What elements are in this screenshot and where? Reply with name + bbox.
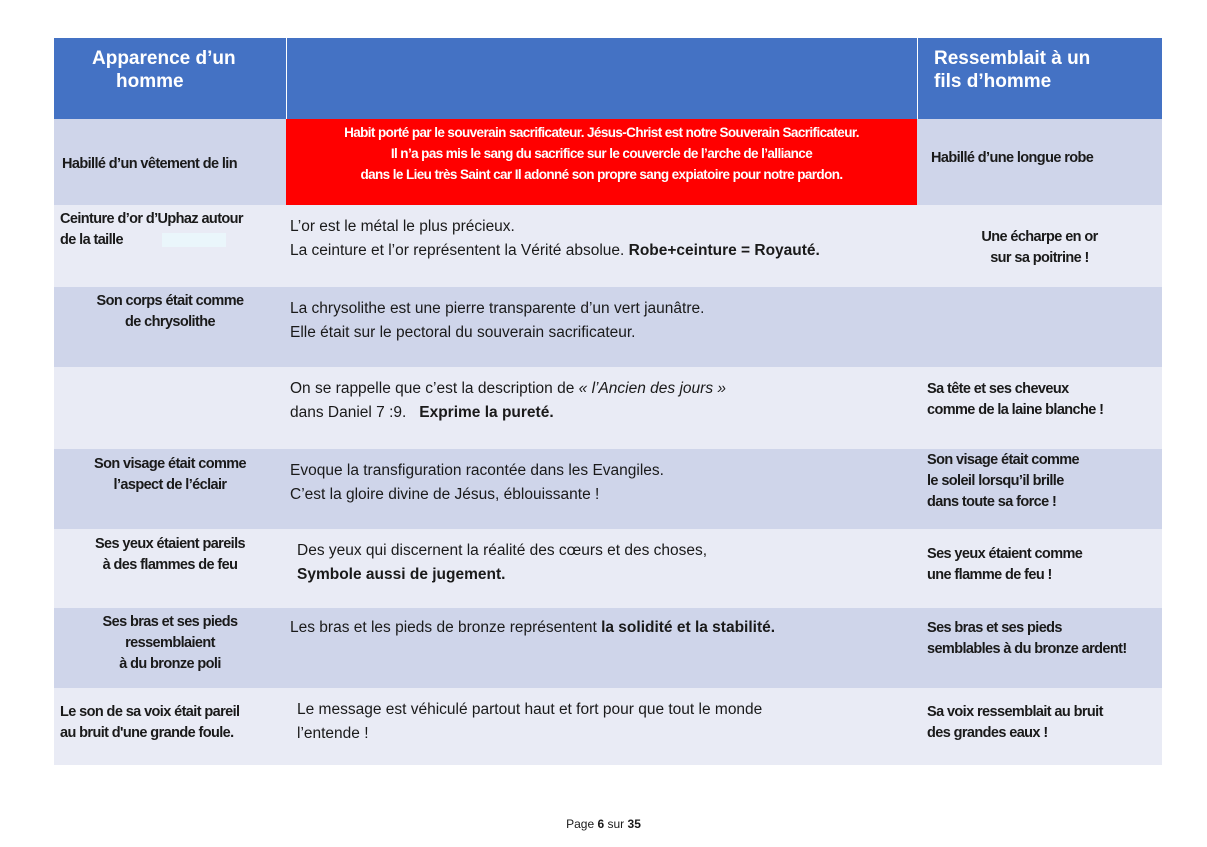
cell-line: Une écharpe en or <box>981 229 1098 245</box>
table-cell-right <box>917 119 1162 205</box>
cell-line: Elle était sur le pectoral du souverain sacrificateur. <box>290 324 636 341</box>
cell-line: Son corps était comme <box>96 293 244 309</box>
cell-text: dans Daniel 7 :9. <box>290 404 407 421</box>
cell-line: une flamme de feu ! <box>927 567 1052 583</box>
cell-line: Ses bras et ses pieds <box>102 614 238 630</box>
cell-bold-text: Exprime la pureté. <box>419 404 554 421</box>
table-cell-left <box>54 287 286 367</box>
footer-page-total: 35 <box>627 817 641 831</box>
cell-line: ressemblaient <box>125 635 215 651</box>
footer-page-number: 6 <box>597 817 605 831</box>
highlight-box <box>162 233 226 247</box>
cell-line: Le son de sa voix était pareil <box>60 704 240 720</box>
cell-italic-text: « l’Ancien des jours » <box>578 380 726 397</box>
cell-line: Il n’a pas mis le sang du sacrifice sur le couvercle de l’arche de l’alliance <box>390 146 813 161</box>
cell-line: l’aspect de l’éclair <box>113 477 227 493</box>
cell-line: dans toute sa force ! <box>927 494 1057 510</box>
cell-line: de la taille <box>60 232 123 248</box>
table-cell-middle <box>286 688 917 765</box>
table-cell-middle <box>286 205 917 287</box>
cell-line: Habillé d’une longue robe <box>931 150 1094 166</box>
cell-text: La ceinture et l’or représentent la Vérité absolue. <box>290 242 625 259</box>
table-cell-right <box>917 688 1162 765</box>
cell-line: Habillé d’un vêtement de lin <box>62 156 237 172</box>
cell-line: Sa voix ressemblait au bruit <box>927 704 1103 720</box>
cell-line: à des flammes de feu <box>102 557 238 573</box>
table-cell-right <box>917 608 1162 688</box>
table-cell-left <box>54 449 286 529</box>
cell-line: Sa tête et ses cheveux <box>927 381 1069 397</box>
cell-line: L’or est le métal le plus précieux. <box>290 218 515 235</box>
table-cell-middle <box>286 529 917 608</box>
cell-line: comme de la laine blanche ! <box>927 402 1104 418</box>
cell-line: l’entende ! <box>297 725 369 742</box>
header-left-line: Apparence d’un <box>92 48 236 69</box>
cell-line: Habit porté par le souverain sacrificateur. Jésus-Christ est notre Souverain Sacrificateur. <box>344 125 859 140</box>
cell-line: le soleil lorsqu’il brille <box>927 473 1064 489</box>
cell-line <box>290 377 909 401</box>
cell-line: des grandes eaux ! <box>927 725 1048 741</box>
header-right-line: fils d’homme <box>934 71 1052 92</box>
footer-prefix: Page <box>566 817 598 831</box>
table-cell-left <box>54 529 286 608</box>
table-cell-left <box>54 688 286 765</box>
cell-line: Ses bras et ses pieds <box>927 620 1062 636</box>
table-cell-right <box>917 449 1162 529</box>
table-cell-right <box>917 287 1162 367</box>
table-cell-middle <box>286 449 917 529</box>
header-cell-middle <box>286 38 917 119</box>
table-cell-left <box>54 119 286 205</box>
cell-line <box>290 616 909 640</box>
cell-line: sur sa poitrine ! <box>990 250 1089 266</box>
cell-line: au bruit d'une grande foule. <box>60 725 234 741</box>
cell-line: Son visage était comme <box>927 452 1079 468</box>
cell-text: Les bras et les pieds de bronze représentent <box>290 619 602 636</box>
table-cell-right <box>917 367 1162 449</box>
cell-bold-text: la solidité et la stabilité. <box>601 619 776 636</box>
cell-line: Ceinture d’or d’Uphaz autour <box>60 211 243 227</box>
table-cell-left <box>54 367 286 449</box>
cell-line: C’est la gloire divine de Jésus, éblouissante ! <box>290 486 600 503</box>
cell-line: Des yeux qui discernent la réalité des cœurs et des choses, <box>297 542 708 559</box>
cell-text: On se rappelle que c’est la description de <box>290 380 579 397</box>
header-cell-right <box>917 38 1162 119</box>
cell-line: Evoque la transfiguration racontée dans les Evangiles. <box>290 462 664 479</box>
table-cell-middle <box>286 608 917 688</box>
footer-separator: sur <box>604 817 628 831</box>
header-cell-left <box>54 38 286 119</box>
cell-line: de chrysolithe <box>125 314 215 330</box>
cell-line: Son visage était comme <box>94 456 246 472</box>
table-cell-right <box>917 205 1162 287</box>
cell-line: Le message est véhiculé partout haut et fort pour que tout le monde <box>297 701 763 718</box>
table-cell-middle <box>286 367 917 449</box>
cell-line: dans le Lieu très Saint car Il adonné son propre sang expiatoire pour notre pardon. <box>360 167 843 182</box>
table-cell-middle-highlight <box>286 119 917 205</box>
cell-bold-text: Robe+ceinture = Royauté. <box>628 242 820 259</box>
comparison-table <box>54 38 1162 765</box>
cell-line <box>290 401 909 425</box>
cell-line: semblables à du bronze ardent! <box>927 641 1127 657</box>
table-cell-left <box>54 608 286 688</box>
cell-line: Ses yeux étaient pareils <box>94 536 246 552</box>
cell-line: à du bronze poli <box>119 656 221 672</box>
header-left-line: homme <box>116 71 184 92</box>
cell-line: La chrysolithe est une pierre transparente d’un vert jaunâtre. <box>290 300 705 317</box>
header-right-line: Ressemblait à un <box>934 48 1091 69</box>
table-cell-right <box>917 529 1162 608</box>
cell-line <box>290 239 909 263</box>
cell-bold-text: Symbole aussi de jugement. <box>297 566 506 583</box>
page-footer <box>0 817 1207 831</box>
cell-line: Ses yeux étaient comme <box>927 546 1083 562</box>
table-cell-middle <box>286 287 917 367</box>
